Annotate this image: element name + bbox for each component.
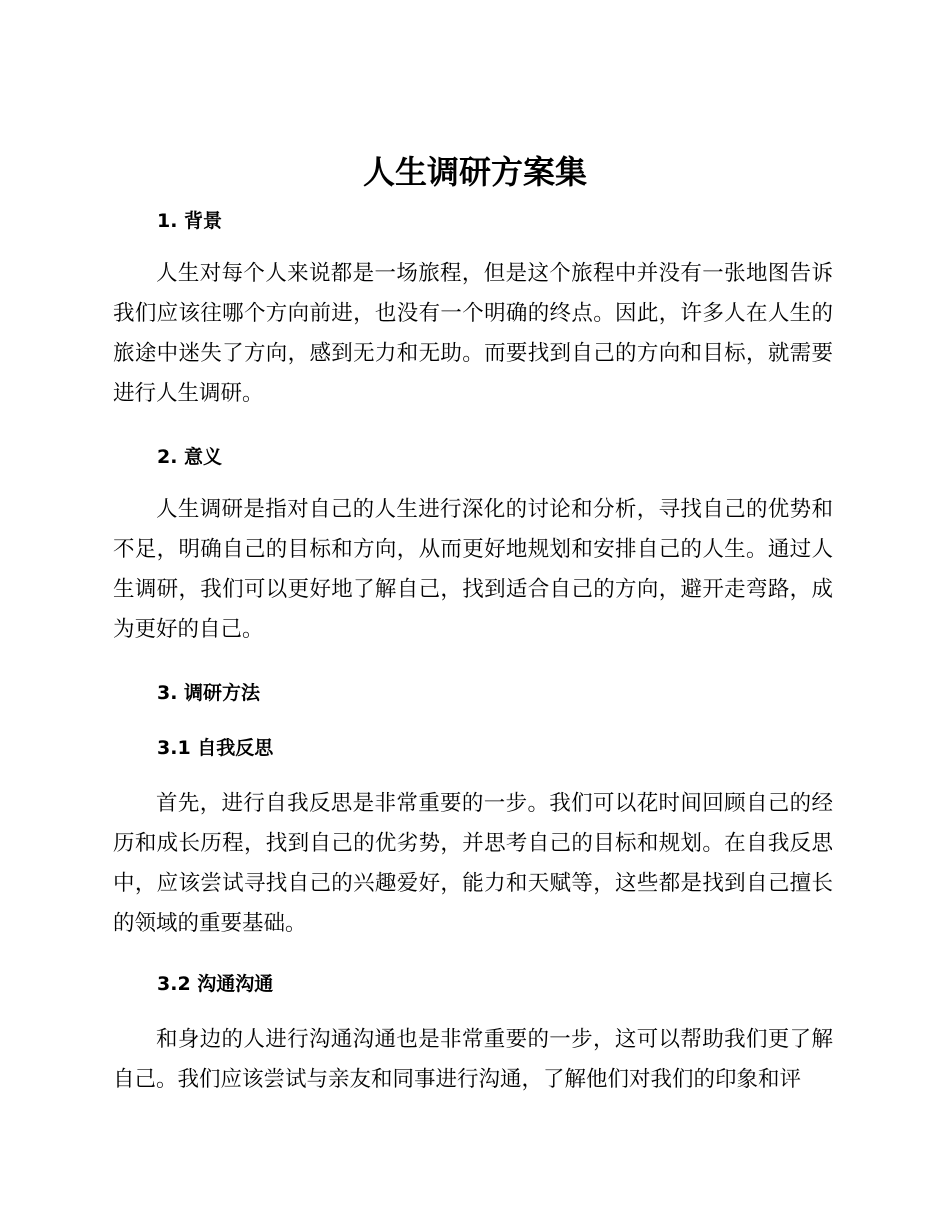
section-paragraph-self-reflection: 首先，进行自我反思是非常重要的一步。我们可以花时间回顾自己的经历和成长历程，找到自己的优劣势，并思考自己的目标和规划。在自我反思中，应该尝试寻找自己的兴趣爱好，能力和天赋等，这些都是找到自己擅长的领域的重要基础。 [113, 791, 833, 936]
section-paragraph-communication: 和身边的人进行沟通沟通也是非常重要的一步，这可以帮助我们更了解自己。我们应该尝试与亲友和同事进行沟通，了解他们对我们的印象和评 [113, 1027, 833, 1092]
section-heading-background: 1. 背景 [157, 210, 223, 232]
section-heading-significance: 2. 意义 [157, 446, 223, 468]
document-title: 人生调研方案集 [362, 153, 587, 191]
section-paragraph-significance: 人生调研是指对自己的人生进行深化的讨论和分析，寻找自己的优势和不足，明确自己的目标和方向，从而更好地规划和安排自己的人生。通过人生调研，我们可以更好地了解自己，找到适合自己的方向，避开走弯路，成为更好的自己。 [113, 497, 833, 642]
section-heading-methods: 3. 调研方法 [157, 682, 261, 704]
section-heading-self-reflection: 3.1 自我反思 [157, 737, 274, 759]
section-paragraph-background: 人生对每个人来说都是一场旅程，但是这个旅程中并没有一张地图告诉我们应该往哪个方向前进，也没有一个明确的终点。因此，许多人在人生的旅途中迷失了方向，感到无力和无助。而要找到自己的方向和目标，就需要进行人生调研。 [113, 261, 833, 406]
section-heading-communication: 3.2 沟通沟通 [157, 973, 274, 995]
